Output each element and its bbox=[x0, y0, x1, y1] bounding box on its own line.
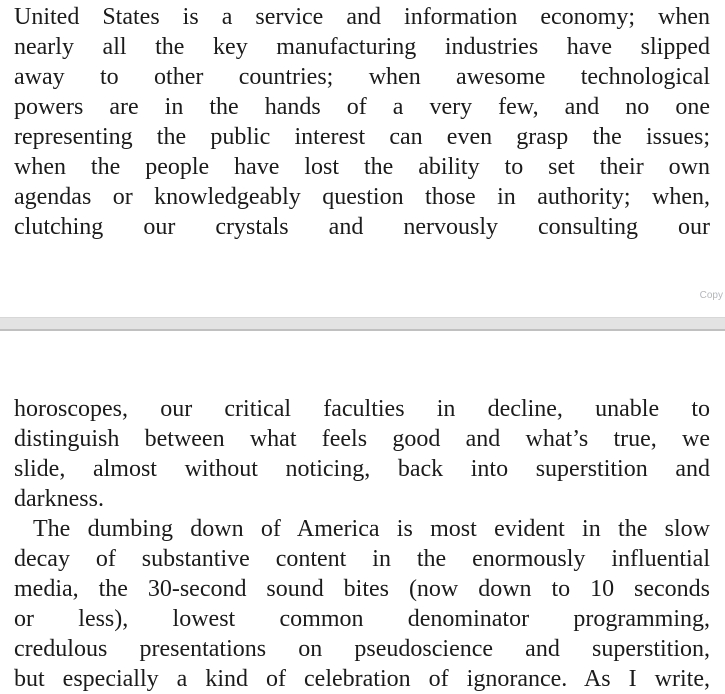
text-line: away to other countries; when awesome technological bbox=[14, 64, 710, 90]
text-line: United States is a service and information economy; when bbox=[14, 4, 710, 30]
text-line: powers are in the hands of a very few, and no one bbox=[14, 94, 710, 120]
text-line: The dumbing down of America is most evident in the slow bbox=[33, 516, 710, 542]
text-line: horoscopes, our critical faculties in decline, unable to bbox=[14, 396, 710, 422]
text-line: distinguish between what feels good and what’s true, we bbox=[14, 426, 710, 452]
text-line: but especially a kind of celebration of ignorance. As I write, bbox=[14, 666, 710, 692]
text-line: or less), lowest common denominator programming, bbox=[14, 606, 710, 632]
page-separator bbox=[0, 317, 725, 331]
text-line: media, the 30-second sound bites (now down to 10 seconds bbox=[14, 576, 710, 602]
text-line: when the people have lost the ability to set their own bbox=[14, 154, 710, 180]
text-line: slide, almost without noticing, back into superstition and bbox=[14, 456, 710, 482]
text-line: clutching our crystals and nervously consulting our bbox=[14, 214, 710, 240]
page-bottom-text-block bbox=[14, 394, 710, 694]
page-top-text-block bbox=[14, 2, 710, 242]
text-line: credulous presentations on pseudoscience and superstition, bbox=[14, 636, 710, 662]
text-line: decay of substantive content in the enormously influential bbox=[14, 546, 710, 572]
text-line: agendas or knowledgeably question those in authority; when, bbox=[14, 184, 710, 210]
text-line: nearly all the key manufacturing industries have slipped bbox=[14, 34, 710, 60]
text-line: representing the public interest can even grasp the issues; bbox=[14, 124, 710, 150]
text-line: darkness. bbox=[14, 486, 104, 512]
copyright-watermark: Copy bbox=[699, 290, 723, 301]
